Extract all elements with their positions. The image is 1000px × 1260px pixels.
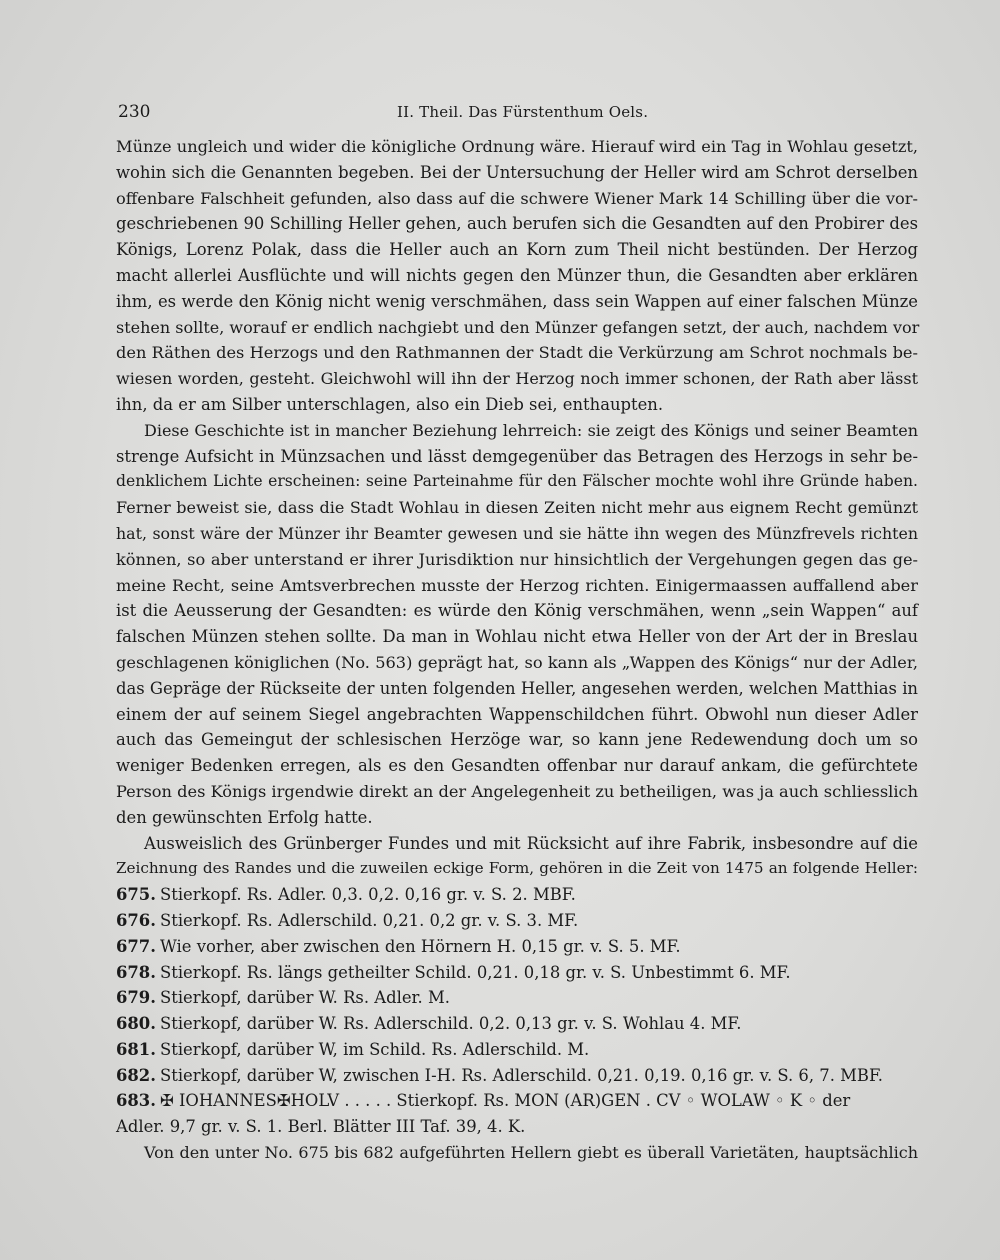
text-line: auch das Gemeingut der schlesischen Herzöge war, so kann jene Redewendung doch um so [116,730,918,750]
text-line: Ausweislich des Grünberger Fundes und mit Rücksicht auf ihre Fabrik, insbesondre auf die [144,833,918,853]
entry-number: 677. [116,936,156,956]
text-line: geschriebenen 90 Schilling Heller gehen, auch berufen sich die Gesandten auf den Probirer des [116,214,918,234]
text-line: ihn, da er am Silber unterschlagen, also ein Dieb sei, enthaupten. [116,394,664,414]
text-line: wiesen worden, gesteht. Gleichwohl will ihn der Herzog noch immer schonen, der Rath aber lässt [116,369,918,389]
entry-description: Stierkopf. Rs. Adlerschild. 0,21. 0,2 gr. v. S. 3. MF. [160,910,579,930]
coin-entry [116,882,918,908]
text-line: Ferner beweist sie, dass die Stadt Wohlau in diesen Zeiten nicht mehr aus eignem Recht gemünzt [116,498,918,518]
text-line: weniger Bedenken erregen, als es den Gesandten offenbar nur darauf ankam, die gefürchtete [116,756,918,776]
body-text [116,134,918,1166]
entry-number: 682. [116,1065,156,1085]
coin-entry [116,985,918,1011]
text-line: ist die Aeusserung der Gesandten: es würde den König verschmähen, wenn „sein Wappen“ auf [116,601,918,621]
entry-description: Stierkopf, darüber W. Rs. Adlerschild. 0,2. 0,13 gr. v. S. Wohlau 4. MF. [160,1014,742,1034]
text-line: strenge Aufsicht in Münzsachen und lässt demgegenüber das Betragen des Herzogs in sehr be- [116,446,918,466]
text-line: Königs, Lorenz Polak, dass die Heller auch an Korn zum Theil nicht bestünden. Der Herzog [116,240,918,260]
text-line: stehen sollte, worauf er endlich nachgiebt und den Münzer gefangen setzt, der auch, nachdem vor [116,317,920,337]
coin-entry [116,1011,918,1037]
entry-number: 678. [116,962,156,982]
entry-description: Stierkopf, darüber W, zwischen I-H. Rs. Adlerschild. 0,21. 0,19. 0,16 gr. v. S. 6, 7. MBF. [160,1065,883,1085]
entry-number: 683. [116,1091,156,1111]
coin-entry [116,934,918,960]
coin-entry [116,908,918,934]
entry-number: 676. [116,910,156,930]
text-line: einem der auf seinem Siegel angebrachten Wappenschildchen führt. Obwohl nun dieser Adler [116,704,918,724]
coin-entry [116,960,918,986]
text-line: hat, sonst wäre der Münzer ihr Beamter gewesen und sie hätte ihn wegen des Münzfrevels richten [116,523,918,543]
page-number: 230 [118,102,151,122]
text-line: geschlagenen königlichen (No. 563) geprägt hat, so kann als „Wappen des Königs“ nur der Adler, [116,652,918,672]
text-line: Zeichnung des Randes und die zuweilen eckige Form, gehören in die Zeit von 1475 an folgende Heller: [116,859,918,878]
text-line: Person des Königs irgendwie direkt an der Angelegenheit zu betheiligen, was ja auch schliesslich [116,781,918,801]
entry-number: 679. [116,988,156,1008]
text-line: können, so aber unterstand er ihrer Jurisdiktion nur hinsichtlich der Vergehungen gegen das ge- [116,549,918,569]
text-line: meine Recht, seine Amtsverbrechen musste der Herzog richten. Einigermaassen auffallend aber [116,575,918,595]
text-line: Von den unter No. 675 bis 682 aufgeführten Hellern giebt es überall Varietäten, hauptsächlich [144,1143,918,1163]
entry-description: Stierkopf, darüber W, im Schild. Rs. Adlerschild. M. [160,1039,590,1059]
coin-entry-list [116,882,918,1140]
text-line: das Gepräge der Rückseite der unten folgenden Heller, angesehen werden, welchen Matthias in [116,678,918,698]
text-line: Diese Geschichte ist in mancher Beziehung lehrreich: sie zeigt des Königs und seiner Beamten [144,420,918,440]
entry-description: Stierkopf. Rs. längs getheilter Schild. 0,21. 0,18 gr. v. S. Unbestimmt 6. MF. [160,962,791,982]
entry-description: Stierkopf, darüber W. Rs. Adler. M. [160,988,450,1008]
coin-entry [116,1088,918,1114]
text-line: wohin sich die Genannten begeben. Bei der Untersuchung der Heller wird am Schrot derselben [116,162,918,182]
coin-entry [116,1063,918,1089]
running-title: II. Theil. Das Fürstenthum Oels. [397,103,649,121]
text-line: denklichem Lichte erscheinen: seine Parteinahme für den Fälscher mochte wohl ihre Gründe haben. [116,472,918,491]
paragraph-1 [116,134,918,418]
coin-entry-continuation: Adler. 9,7 gr. v. S. 1. Berl. Blätter III Taf. 39, 4. K. [116,1117,526,1137]
text-line: den Räthen des Herzogs und den Rathmannen der Stadt die Verkürzung am Schrot nochmals be- [116,343,918,363]
text-line: den gewünschten Erfolg hatte. [116,807,373,827]
entry-description: Stierkopf. Rs. Adler. 0,3. 0,2. 0,16 gr. v. S. 2. MBF. [160,885,576,905]
entry-description: ✠ IOHANNES✠HOLV . . . . . Stierkopf. Rs. MON (AR)GEN . CV ◦ WOLAW ◦ K ◦ der [160,1091,851,1111]
paragraph-4 [116,1140,918,1166]
entry-number: 680. [116,1014,156,1034]
coin-entry [116,1037,918,1063]
entry-description: Wie vorher, aber zwischen den Hörnern H. 0,15 gr. v. S. 5. MF. [160,936,681,956]
paragraph-2 [116,418,918,831]
text-line: Münze ungleich und wider die königliche Ordnung wäre. Hierauf wird ein Tag in Wohlau gesetzt, [116,137,918,156]
text-line: ihm, es werde den König nicht wenig verschmähen, dass sein Wappen auf einer falschen Münze [116,291,918,311]
text-line: offenbare Falschheit gefunden, also dass auf die schwere Wiener Mark 14 Schilling über die vor- [116,188,918,208]
page-header [118,102,918,124]
text-line: macht allerlei Ausflüchte und will nichts gegen den Münzer thun, die Gesandten aber erklären [116,265,918,285]
entry-number: 675. [116,885,156,905]
entry-number: 681. [116,1039,156,1059]
text-line: falschen Münzen stehen sollte. Da man in Wohlau nicht etwa Heller von der Art der in Breslau [116,627,918,647]
paragraph-3 [116,831,918,883]
